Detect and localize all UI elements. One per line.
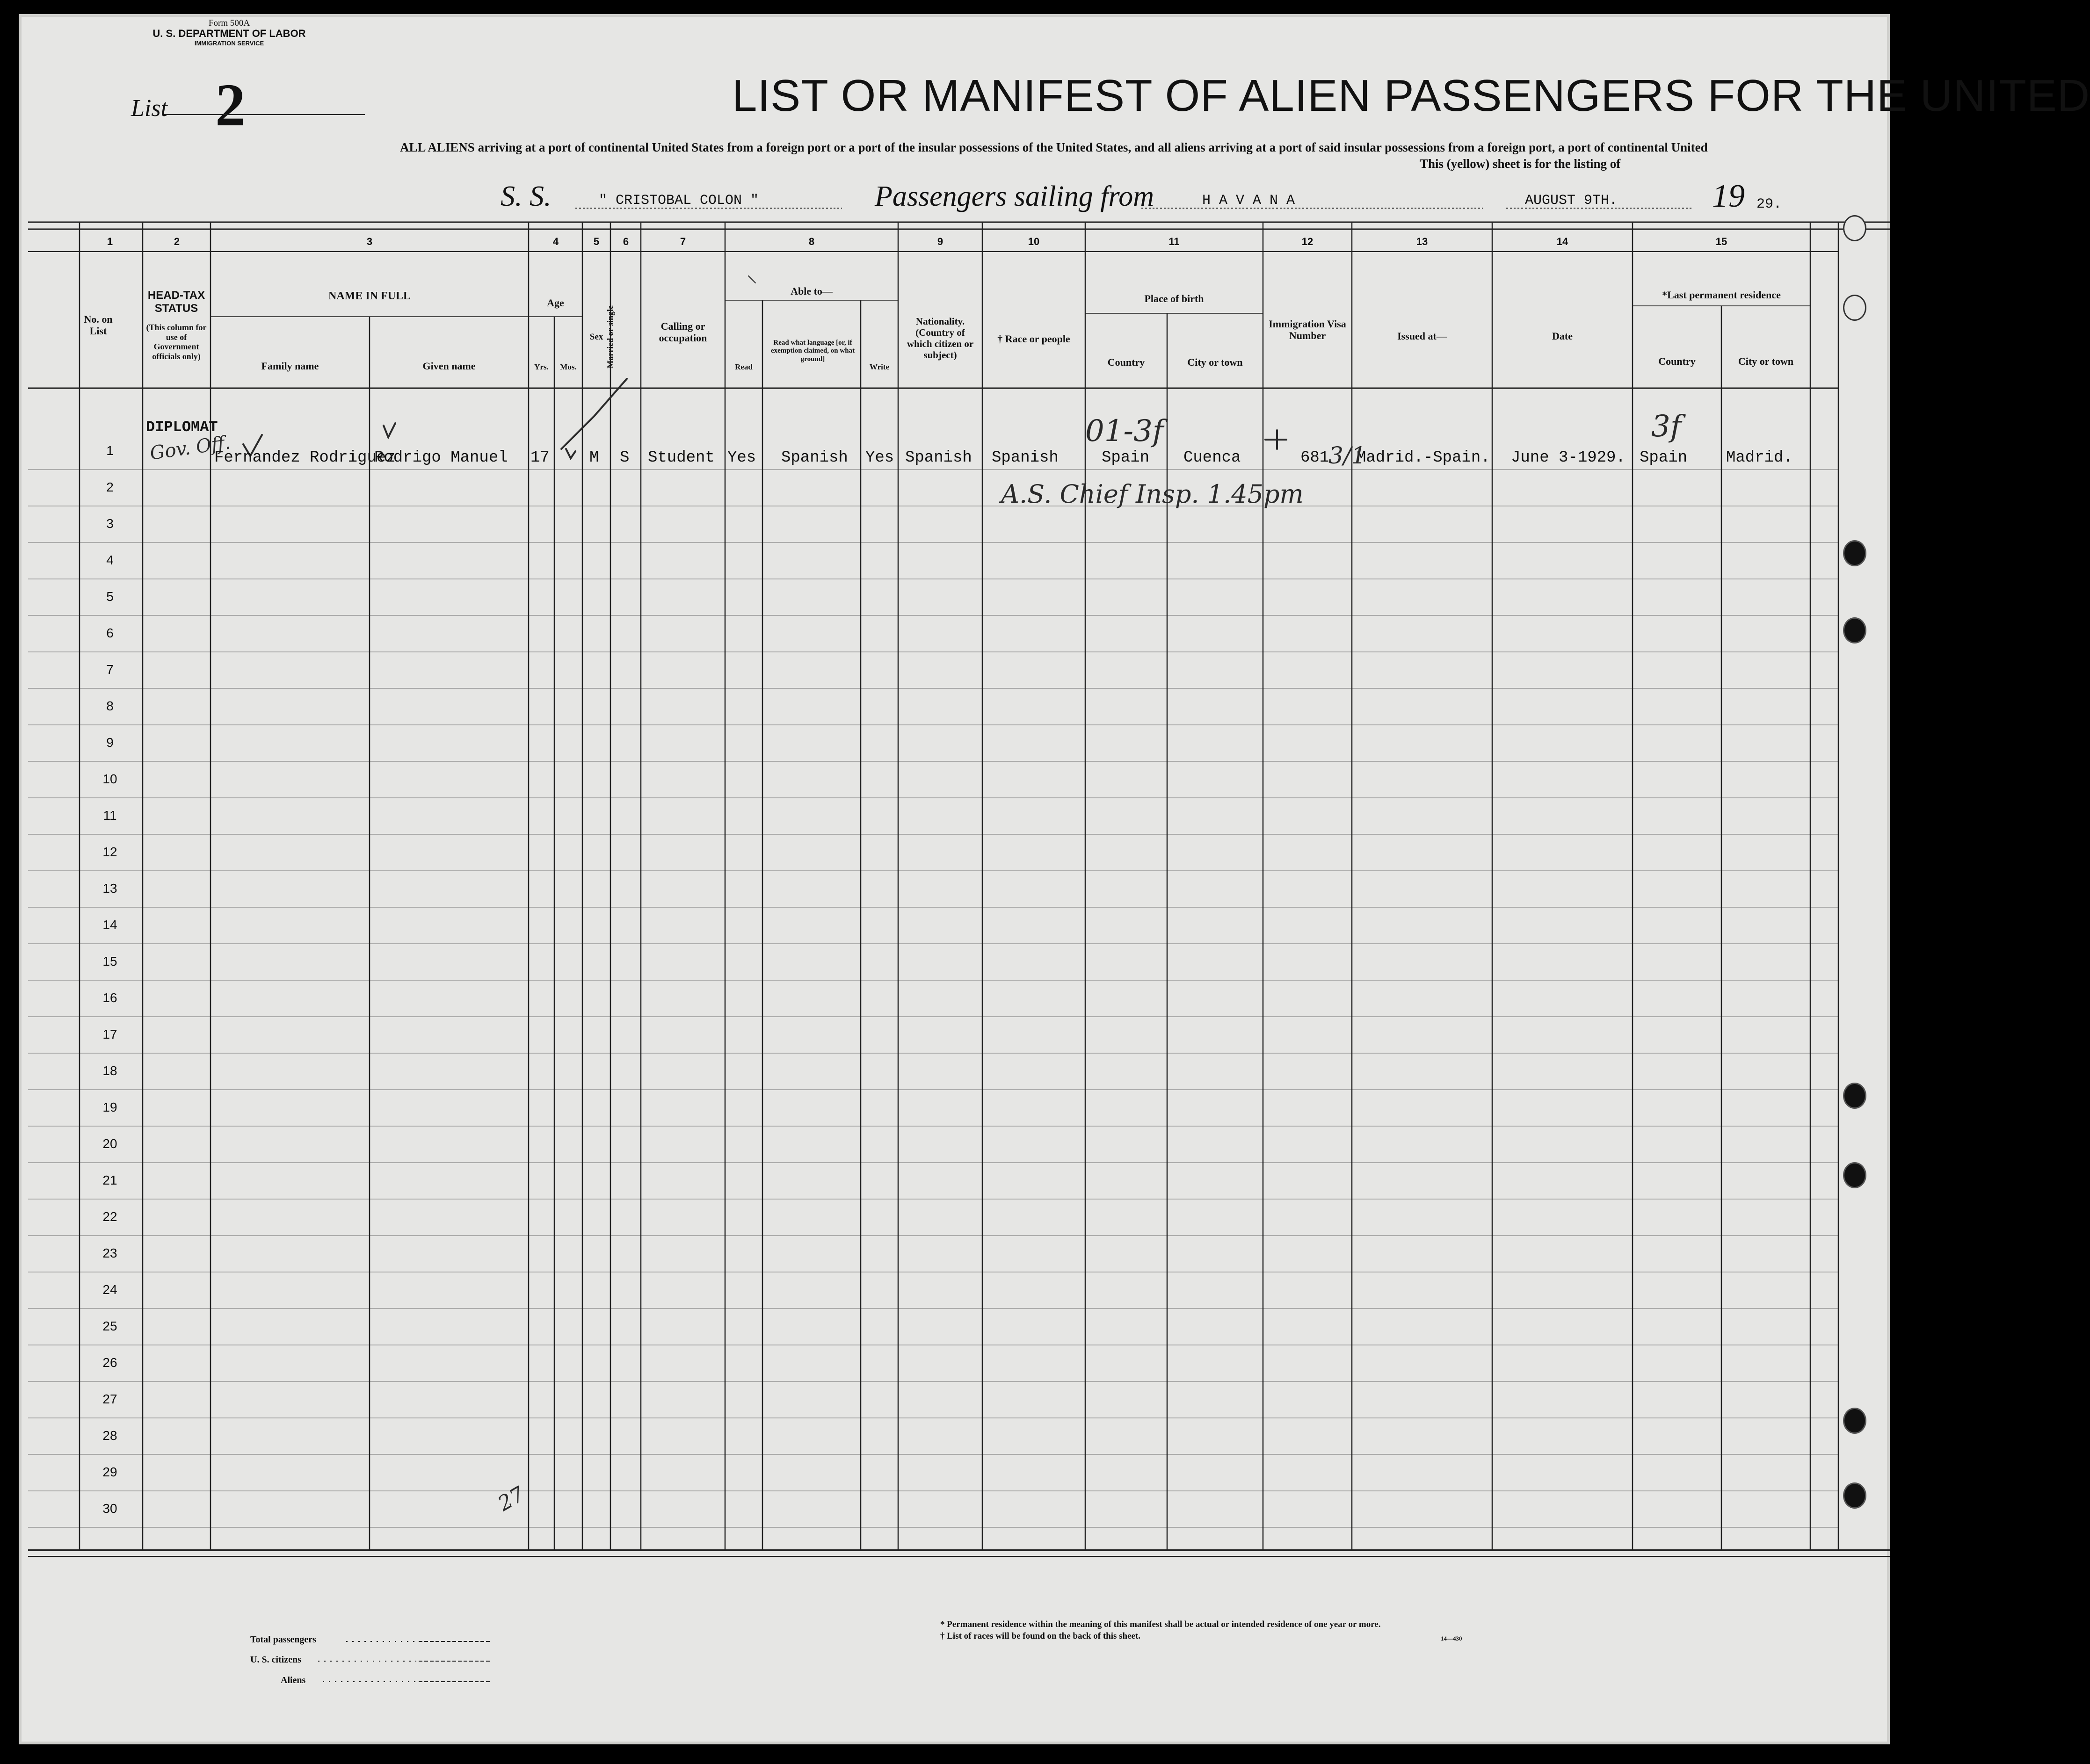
row-number: 18 [102,1063,117,1078]
year-suffix: 29. [1756,196,1782,212]
row-number: 7 [106,662,114,677]
header-issued-at: Issued at— [1397,330,1447,342]
punch-hole [1843,1482,1866,1509]
column-number: 6 [623,236,629,247]
passenger-nationality: Spanish [905,449,972,467]
row-number: 26 [102,1355,117,1370]
year-prefix: 19 [1712,178,1745,214]
punch-hole [1843,1162,1866,1188]
list-number: 2 [215,72,246,139]
header-name-in-full: NAME IN FULL [328,290,411,302]
footer-print-code: 14—430 [1441,1635,1462,1642]
passenger-age-yrs: 17 [530,449,550,467]
column-number: 8 [808,236,815,247]
header-no-on-list: No. on List [84,313,113,337]
column-number: 10 [1028,236,1040,247]
row-number: 25 [102,1319,117,1333]
header-family-name: Family name [261,360,319,372]
row-number: 27 [102,1392,117,1406]
passenger-res-city: Madrid. [1726,449,1793,467]
punch-hole [1843,540,1866,566]
punch-hole [1843,1083,1866,1109]
passenger-visa-number: 681 [1300,449,1329,467]
row-number: 17 [102,1027,117,1041]
row-number: 11 [103,808,117,823]
row-number: 24 [102,1282,117,1297]
passenger-res-country: Spain [1640,449,1688,467]
header-calling: Calling or occupation [659,320,707,344]
form-number: Form 500A [208,18,250,28]
ss-label: S. S. [501,181,552,212]
row-number: 12 [102,845,117,859]
header-birth-country: Country [1107,356,1145,368]
passenger-issued-at: Madrid.-Spain. [1357,449,1490,467]
punch-hole [1843,295,1866,321]
row-number: 13 [102,881,117,896]
footer-note-residence: * Permanent residence within the meaning of this manifest shall be actual or intended residence of one year or more. [940,1619,1381,1629]
passenger-write: Yes [865,449,894,467]
row-number: 15 [102,954,117,969]
footer-total-passengers: Total passengers [250,1634,316,1645]
header-read: Read [735,362,753,371]
department-name: U. S. DEPARTMENT OF LABOR [152,28,306,39]
header-age: Age [547,297,564,309]
header-last-residence: *Last permanent residence [1662,289,1781,301]
passenger-read-language: Spanish [781,449,848,467]
header-res-city: City or town [1738,355,1794,367]
passenger-married: S [620,449,630,467]
header-write: Write [869,362,890,371]
row-number: 8 [106,699,114,713]
header-birth-city: City or town [1187,356,1243,368]
footer-us-citizens: U. S. citizens [250,1655,301,1665]
row-number: 21 [102,1173,117,1187]
passenger-read: Yes [727,449,756,467]
birth-code-mark: 01-3f [1085,414,1164,448]
row-number: 30 [102,1501,117,1516]
row-number: 20 [102,1136,117,1151]
manifest-title: LIST OR MANIFEST OF ALIEN PASSENGERS FOR THE UNITED [732,71,2090,121]
column-number: 14 [1556,236,1568,247]
header-able-to: Able to— [791,285,833,297]
manifest-subtitle-2: This (yellow) sheet is for the listing of [1420,157,1621,171]
header-given-name: Given name [422,360,476,372]
passenger-race: Spanish [992,449,1059,467]
header-yrs: Yrs. [534,362,549,371]
inspection-note: A.S. Chief Insp. 1.45pm [1001,479,1304,509]
passenger-birth-city: Cuenca [1183,449,1241,467]
column-number: 2 [174,236,180,247]
manifest-subtitle-1: ALL ALIENS arriving at a port of continental United States from a foreign port or a port of the insular possessions of the United States, and all aliens arriving at a port of said insular possessions from a foreign port, a port of continental United [400,140,1708,154]
row-number: 9 [106,735,114,750]
punch-hole [1843,1408,1866,1434]
row-number: 14 [102,918,117,932]
service-name: IMMIGRATION SERVICE [194,40,264,47]
header-read-language: Read what language [or, if exemption claimed, on what ground] [770,339,855,363]
column-number: 7 [680,236,686,247]
form-grid [19,14,1890,1744]
header-date: Date [1552,330,1573,342]
column-number: 11 [1168,236,1180,247]
header-nationality: Nationality. (Country of which citizen or subject) [907,316,974,361]
row-number: 3 [106,516,114,531]
column-number: 15 [1715,236,1727,247]
header-mos: Mos. [560,362,577,371]
gov-mark: Gov. Off. [148,432,232,464]
ship-name: " CRISTOBAL COLON " [599,193,759,209]
visa-mark: 3/1 [1328,442,1366,469]
row-number: 29 [102,1465,117,1479]
passenger-given-name: Rodrigo Manuel [374,449,508,467]
header-race: † Race or people [997,333,1070,345]
header-sex: Sex [589,332,603,342]
punch-hole [1843,617,1866,643]
row-number: 6 [106,626,114,640]
header-married: Married or single [605,305,615,369]
punch-hole [1843,215,1866,241]
passenger-birth-country: Spain [1102,449,1150,467]
column-number: 4 [552,236,559,247]
row-number: 22 [102,1209,117,1224]
header-res-country: Country [1658,355,1696,367]
passenger-sex: M [589,449,599,467]
passenger-family-name: Fernandez Rodriguez [214,449,396,467]
column-number: 3 [366,236,373,247]
row-number: 4 [106,553,114,567]
column-number: 9 [937,236,943,247]
row-number: 16 [102,990,117,1005]
manifest-sheet [19,14,2090,1744]
row-number: 10 [102,772,117,786]
list-label: List [131,95,168,122]
header-visa-number: Immigration Visa Number [1269,318,1346,342]
column-number: 5 [593,236,600,247]
row-number: 2 [106,480,114,494]
column-number: 13 [1416,236,1428,247]
header-head-tax: HEAD-TAX STATUS [147,289,205,315]
header-place-of-birth: Place of birth [1144,293,1204,304]
residence-code-mark: 3f [1651,409,1682,444]
column-number: 1 [107,236,113,247]
column-number: 12 [1301,236,1314,247]
departure-port: H A V A N A [1202,193,1295,209]
footer-aliens: Aliens [281,1675,306,1685]
row-number: 28 [102,1428,117,1443]
row-number: 1 [106,443,114,458]
row-number: 19 [102,1100,117,1114]
row-number: 5 [106,589,114,604]
row-number: 23 [102,1246,117,1260]
page-mark: 27 [494,1482,529,1516]
sailing-date: AUGUST 9TH. [1525,193,1618,209]
sailing-label: Passengers sailing from [875,181,1154,212]
passenger-head-tax: DIPLOMAT [146,419,218,436]
header-head-tax-note: (This column for use of Government officials only) [146,323,207,361]
passenger-date: June 3-1929. [1511,449,1626,467]
passenger-calling: Student [648,449,715,467]
footer-note-races: † List of races will be found on the back of this sheet. [940,1631,1141,1641]
